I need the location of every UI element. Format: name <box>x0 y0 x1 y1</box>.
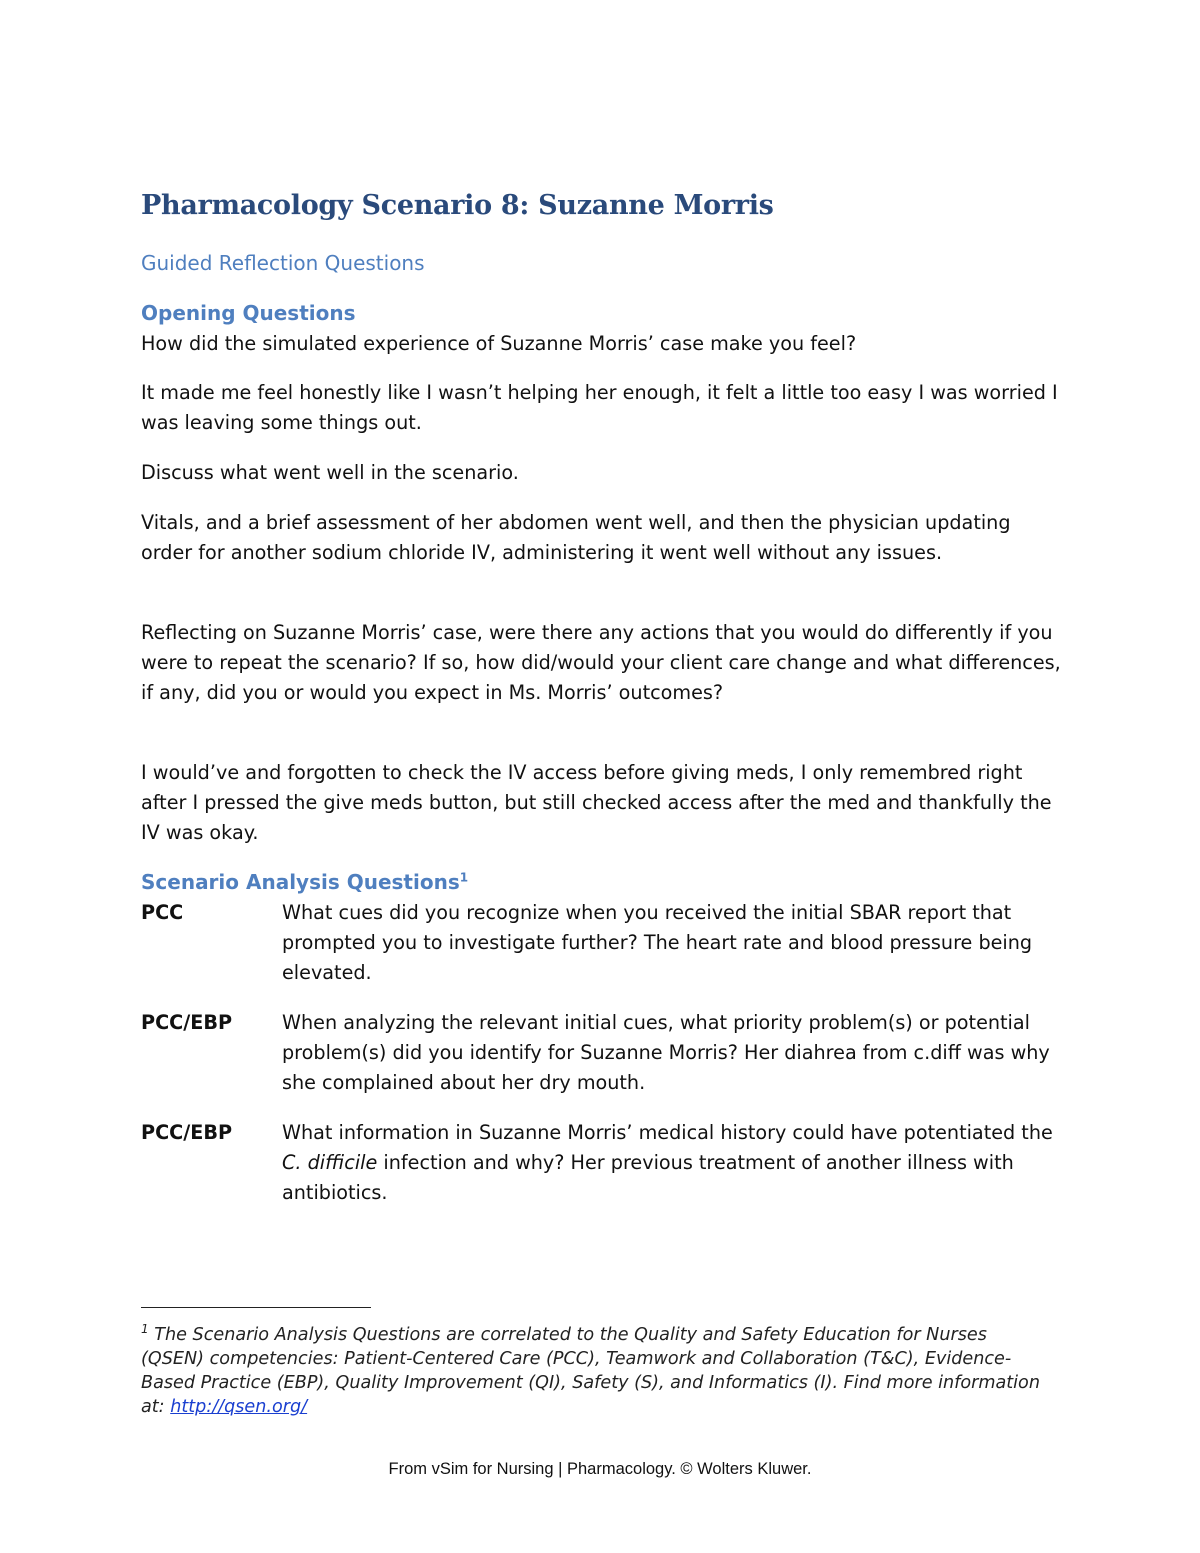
question-2: Discuss what went well in the scenario. <box>141 461 519 484</box>
analysis-heading <box>141 870 468 894</box>
analysis-text-after: infection and why? Her previous treatment of another illness with antibiotics. <box>282 1151 1014 1204</box>
analysis-text-before: What information in Suzanne Morris’ medical history could have potentiated the <box>282 1121 1053 1144</box>
analysis-tag: PCC/EBP <box>141 1011 233 1034</box>
footnote-text: The Scenario Analysis Questions are correlated to the Quality and Safety Education for Nurses (QSEN) competencies: Patient-Centered Care (PCC), Teamwork and Collaboration (T&C), Evidence-Based Practice (EBP), Quality Improvement (QI), Safety (S), and Informatics (I). Find more information at: <box>141 1324 1040 1417</box>
analysis-tag: PCC/EBP <box>141 1121 233 1144</box>
answer-1: It made me feel honestly like I wasn’t helping her enough, it felt a little too easy I was worried I was leaving some things out. <box>141 381 1058 434</box>
footnote-ref: 1 <box>459 870 469 885</box>
question-3: Reflecting on Suzanne Morris’ case, were there any actions that you would do differently if you were to repeat the scenario? If so, how did/would your client care change and what differences, if any, did you or would you expect in Ms. Morris’ outcomes? <box>141 621 1061 704</box>
answer-3: I would’ve and forgotten to check the IV access before giving meds, I only remembred right after I pressed the give meds button, but still checked access after the med and thankfully the IV was okay. <box>141 761 1052 844</box>
answer-2: Vitals, and a brief assessment of her abdomen went well, and then the physician updating order for another sodium chloride IV, administering it went well without any issues. <box>141 511 1011 564</box>
subtitle: Guided Reflection Questions <box>141 251 425 275</box>
footnote-marker: 1 <box>141 1322 149 1336</box>
analysis-text-italic: C. difficile <box>282 1151 378 1174</box>
page-title: Pharmacology Scenario 8: Suzanne Morris <box>141 190 774 221</box>
analysis-question <box>282 1118 1062 1208</box>
footnote <box>141 1317 1041 1419</box>
analysis-heading-text: Scenario Analysis Questions <box>141 870 460 894</box>
page-footer: From vSim for Nursing | Pharmacology. © Wolters Kluwer. <box>388 1460 812 1478</box>
question-1: How did the simulated experience of Suzanne Morris’ case make you feel? <box>141 332 857 355</box>
analysis-question: When analyzing the relevant initial cues, what priority problem(s) or potential problem(s) did you identify for Suzanne Morris? Her diahrea from c.diff was why she complained about her dry mouth. <box>282 1011 1050 1094</box>
analysis-question: What cues did you recognize when you received the initial SBAR report that prompted you to investigate further? The heart rate and blood pressure being elevated. <box>282 901 1033 984</box>
footnote-separator <box>141 1307 371 1308</box>
analysis-tag: PCC <box>141 901 184 924</box>
opening-questions-heading: Opening Questions <box>141 301 356 325</box>
qsen-link[interactable]: http://qsen.org/ <box>170 1396 308 1417</box>
